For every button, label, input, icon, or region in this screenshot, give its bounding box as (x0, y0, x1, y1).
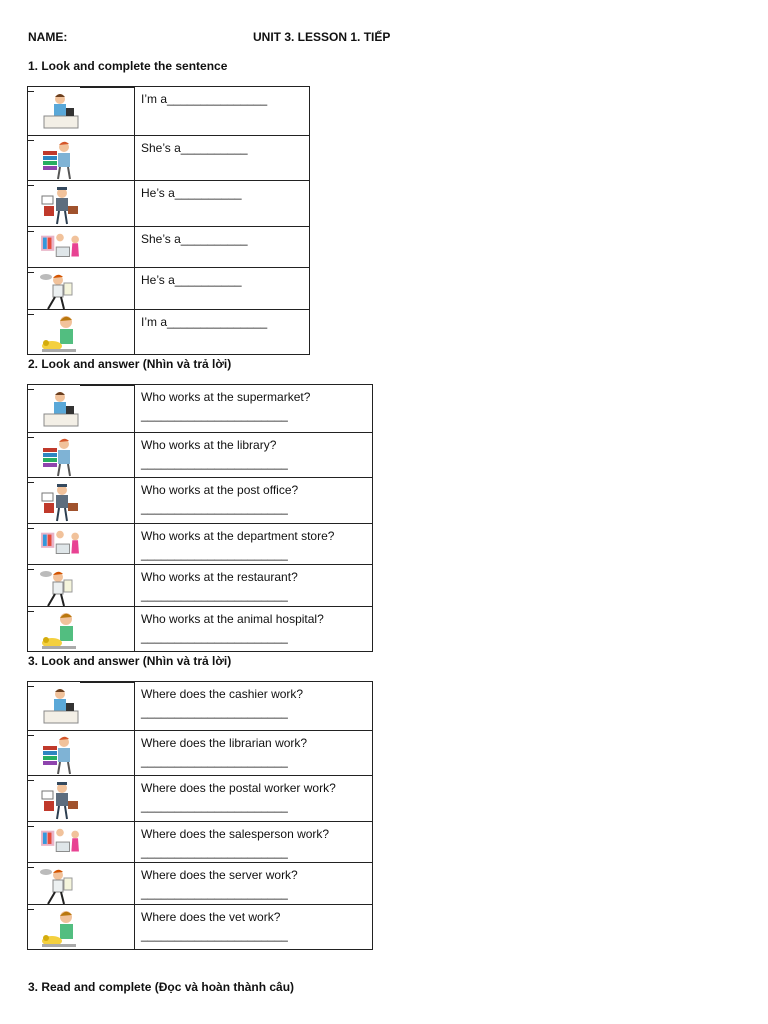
section2-title: 2. Look and answer (Nhìn và trả lời) (28, 357, 232, 371)
section4-title: 3. Read and complete (Đọc và hoàn thành câu) (28, 980, 295, 994)
salesperson-icon (38, 230, 82, 266)
postal-worker-icon (38, 184, 82, 226)
answer-blank[interactable]: ______________________ (141, 799, 288, 814)
question-text: Where does the cashier work? (141, 687, 304, 701)
question-text: Who works at the animal hospital? (141, 612, 324, 626)
cashier-icon (38, 90, 82, 132)
question-text: Where does the vet work? (141, 910, 281, 924)
section3-table (27, 681, 373, 950)
answer-blank[interactable]: ______________________ (141, 754, 288, 769)
question-text: Where does the server work? (141, 868, 298, 882)
answer-blank[interactable]: ______________________ (141, 408, 288, 423)
postal-worker-icon (38, 779, 82, 821)
server-icon (38, 271, 82, 311)
server-icon (38, 866, 82, 906)
cashier-icon (38, 388, 82, 430)
sentence-cell[interactable]: I’m a_______________ (135, 87, 310, 136)
librarian-icon (38, 436, 82, 478)
question-text: Who works at the supermarket? (141, 390, 311, 404)
question-text: Where does the salesperson work? (141, 827, 330, 841)
answer-blank[interactable]: ______________________ (141, 501, 288, 516)
question-text: Where does the librarian work? (141, 736, 308, 750)
question-text: Who works at the post office? (141, 483, 299, 497)
librarian-icon (38, 139, 82, 181)
question-text: Who works at the department store? (141, 529, 335, 543)
answer-blank[interactable]: ______________________ (141, 928, 288, 943)
answer-blank[interactable]: ______________________ (141, 705, 288, 720)
section3-title: 3. Look and answer (Nhìn và trả lời) (28, 654, 232, 668)
server-icon (38, 568, 82, 608)
unit-title: UNIT 3. LESSON 1. TIẾP (253, 30, 391, 44)
postal-worker-icon (38, 481, 82, 523)
answer-blank[interactable]: ______________________ (141, 630, 288, 645)
librarian-icon (38, 734, 82, 776)
answer-blank[interactable]: ______________________ (141, 547, 288, 562)
picture-cell (28, 87, 135, 136)
answer-blank[interactable]: ______________________ (141, 588, 288, 603)
vet-icon (38, 908, 82, 950)
cashier-icon (38, 685, 82, 727)
section1-title: 1. Look and complete the sentence (28, 59, 228, 73)
salesperson-icon (38, 825, 82, 861)
answer-blank[interactable]: ______________________ (141, 845, 288, 860)
question-text: Where does the postal worker work? (141, 781, 336, 795)
name-label: NAME: (28, 30, 68, 44)
vet-icon (38, 313, 82, 355)
answer-blank[interactable]: ______________________ (141, 886, 288, 901)
question-text: Who works at the library? (141, 438, 277, 452)
answer-blank[interactable]: ______________________ (141, 456, 288, 471)
section1-table: I’m a_______________ She’s a__________ He’s a__________ She’s a__________ He’s a__________ I’m a_______________ (27, 86, 310, 355)
section2-table (27, 384, 373, 652)
vet-icon (38, 610, 82, 652)
salesperson-icon (38, 527, 82, 563)
question-text: Who works at the restaurant? (141, 570, 298, 584)
